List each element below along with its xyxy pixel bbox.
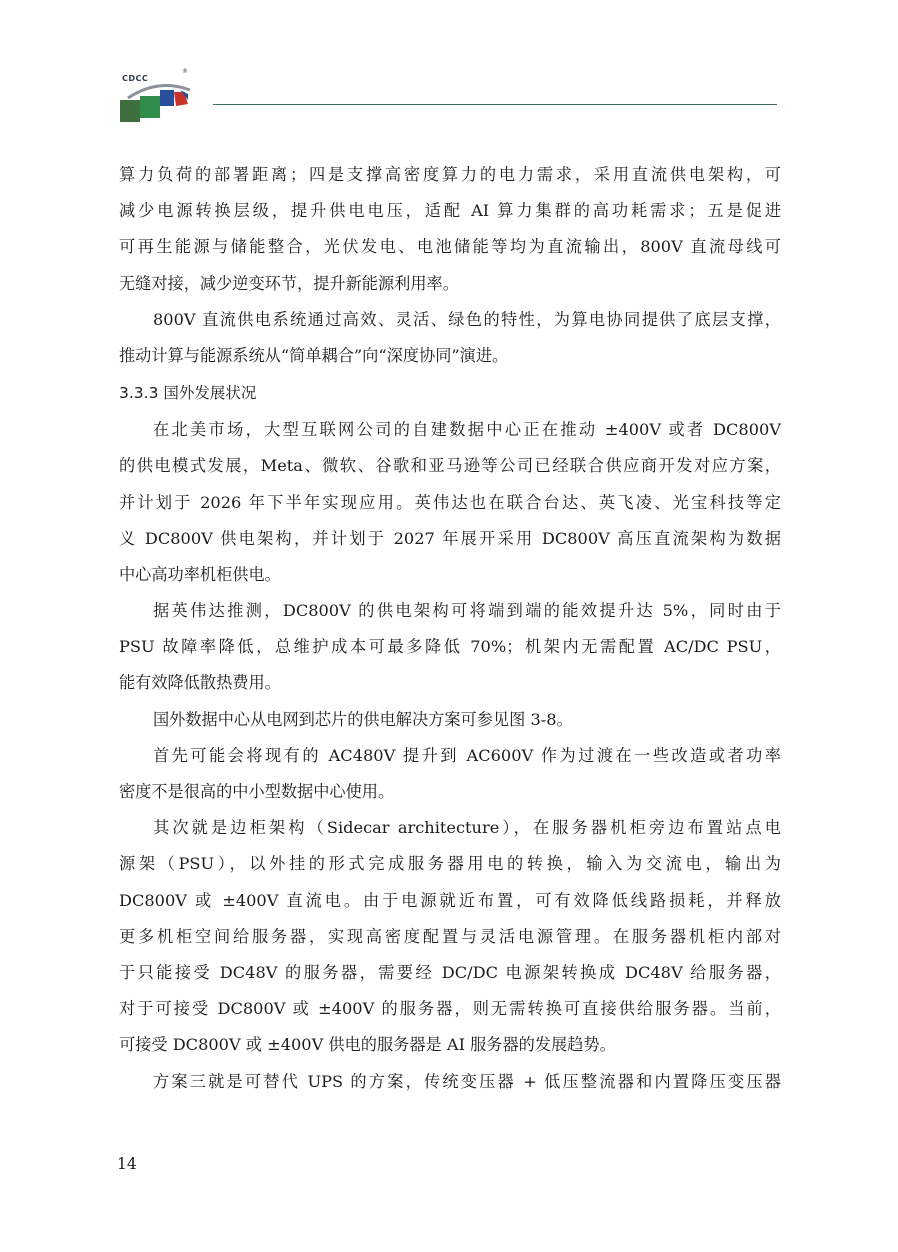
text-line: 于只能接受 DC48V 的服务器，需要经 DC/DC 电源架转换成 DC48V 给服务器， [119,962,781,982]
text-line: 其次就是边柜架构（Sidecar architecture），在服务器机柜旁边布置站点电 [153,818,781,838]
registered-mark: ® [182,68,188,75]
text-line: 据英伟达推测，DC800V 的供电架构可将端到端的能效提升达 5%，同时由于 [153,601,781,621]
text-line: 并计划于 2026 年下半年实现应用。英伟达也在联合台达、英飞凌、光宝科技等定 [119,492,781,512]
text-line: 可再生能源与储能整合，光伏发电、电池储能等均为直流输出，800V 直流母线可 [119,237,781,257]
text-line: 的供电模式发展，Meta、微软、谷歌和亚马逊等公司已经联合供应商开发对应方案， [119,456,781,476]
text-line: 义 DC800V 供电架构，并计划于 2027 年展开采用 DC800V 高压直流架构为数据 [119,528,781,548]
text-line: 中心高功率机柜供电。 [119,564,281,584]
text-line: 800V 直流供电系统通过高效、灵活、绿色的特性，为算电协同提供了底层支撑， [153,309,781,329]
text-line: 方案三就是可替代 UPS 的方案，传统变压器 + 低压整流器和内置降压变压器 [153,1071,781,1091]
body-text [119,157,781,1100]
page-number: 14 [117,1155,137,1173]
text-line: 更多机柜空间给服务器，实现高密度配置与灵活电源管理。在服务器机柜内部对 [119,926,781,946]
page-header [118,68,782,124]
text-line: 能有效降低散热费用。 [119,673,281,693]
text-line: 对于可接受 DC800V 或 ±400V 的服务器，则无需转换可直接供给服务器。当前， [119,999,781,1019]
header-rule [213,104,777,105]
text-line: 密度不是很高的中小型数据中心使用。 [119,782,395,801]
text-line: 可接受 DC800V 或 ±400V 供电的服务器是 AI 服务器的发展趋势。 [119,1035,616,1055]
text-line: 在北美市场，大型互联网公司的自建数据中心正在推动 ±400V 或者 DC800V [153,420,781,440]
text-line: DC800V 或 ±400V 直流电。由于电源就近布置，可有效降低线路损耗，并释放 [119,890,781,910]
text-line: 推动计算与能源系统从“简单耦合”向“深度协同”演进。 [119,345,509,365]
text-line: 首先可能会将现有的 AC480V 提升到 AC600V 作为过渡在一些改造或者功率 [153,745,781,765]
logo-text: CDCC [122,74,149,83]
cdcc-logo [118,68,206,124]
text-line: PSU 故障率降低，总维护成本可最多降低 70%；机架内无需配置 AC/DC PSU， [119,637,781,657]
text-line: 算力负荷的部署距离；四是支撑高密度算力的电力需求，采用直流供电架构，可 [119,165,781,184]
text-line: 国外数据中心从电网到芯片的供电解决方案可参见图 3-8。 [153,709,573,729]
text-line: 源架（PSU），以外挂的形式完成服务器用电的转换，输入为交流电，输出为 [119,854,781,874]
section-heading: 3.3.3 国外发展状况 [119,384,257,403]
text-line: 减少电源转换层级，提升供电电压，适配 AI 算力集群的高功耗需求；五是促进 [119,201,781,221]
text-line: 无缝对接，减少逆变环节，提升新能源利用率。 [119,273,459,293]
